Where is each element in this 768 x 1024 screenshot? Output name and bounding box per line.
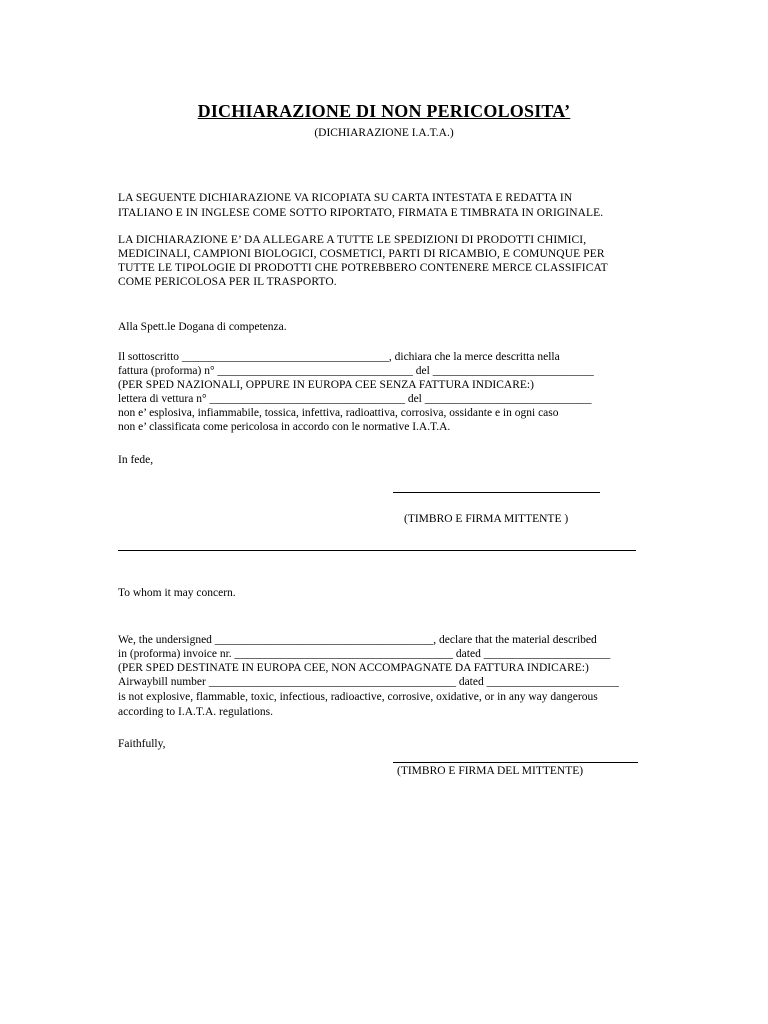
italian-signature-label: (TIMBRO E FIRMA MITTENTE ) [404, 513, 569, 525]
english-line-4: Airwaybill number ___________________________________________ dated _______________________ [118, 676, 619, 688]
intro-p1-line-1: LA SEGUENTE DICHIARAZIONE VA RICOPIATA SU CARTA INTESTATA E REDATTA IN [118, 192, 573, 204]
english-closing: Faithfully, [118, 738, 166, 750]
intro-p2-line-3: TUTTE LE TIPOLOGIE DI PRODOTTI CHE POTREBBERO CONTENERE MERCE CLASSIFICAT [118, 262, 608, 274]
intro-p1-line-2: ITALIANO E IN INGLESE COME SOTTO RIPORTATO, FIRMATA E TIMBRATA IN ORIGINALE. [118, 207, 604, 219]
italian-line-1: Il sottoscritto ____________________________________, dichiara che la merce descritta nella [118, 351, 560, 363]
intro-p2-line-2: MEDICINALI, CAMPIONI BIOLOGICI, COSMETICI, PARTI DI RICAMBIO, E COMUNQUE PER [118, 248, 605, 260]
english-line-5: is not explosive, flammable, toxic, infectious, radioactive, corrosive, oxidative, or in any way dangerous [118, 691, 598, 703]
page-title: DICHIARAZIONE DI NON PERICOLOSITA’ [197, 101, 571, 121]
english-line-6: according to I.A.T.A. regulations. [118, 706, 273, 718]
section-divider [118, 550, 636, 551]
intro-p2-line-4: COME PERICOLOSA PER IL TRASPORTO. [118, 276, 337, 288]
english-addressee: To whom it may concern. [118, 587, 236, 599]
english-signature-label: (TIMBRO E FIRMA DEL MITTENTE) [397, 765, 584, 777]
italian-addressee: Alla Spett.le Dogana di competenza. [118, 321, 287, 333]
italian-line-4: lettera di vettura n° __________________________________ del _____________________________ [118, 393, 592, 405]
english-line-1: We, the undersigned ______________________________________, declare that the material described [118, 634, 597, 646]
italian-line-2: fattura (proforma) n° __________________________________ del ____________________________ [118, 365, 594, 377]
english-signature-line [393, 762, 638, 763]
page-subtitle: (DICHIARAZIONE I.A.T.A.) [314, 127, 454, 139]
italian-line-5: non e’ esplosiva, infiammabile, tossica, infettiva, radioattiva, corrosiva, ossidante e in ogni caso [118, 407, 559, 419]
italian-line-3: (PER SPED NAZIONALI, OPPURE IN EUROPA CEE SENZA FATTURA INDICARE:) [118, 379, 534, 391]
italian-closing: In fede, [118, 454, 154, 466]
english-line-3: (PER SPED DESTINATE IN EUROPA CEE, NON ACCOMPAGNATE DA FATTURA INDICARE:) [118, 662, 589, 674]
english-line-2: in (proforma) invoice nr. ______________________________________ dated ______________________ [118, 648, 611, 660]
italian-line-6: non e’ classificata come pericolosa in accordo con le normative I.A.T.A. [118, 421, 451, 433]
italian-signature-line [393, 492, 600, 493]
intro-p2-line-1: LA DICHIARAZIONE E’ DA ALLEGARE A TUTTE LE SPEDIZIONI DI PRODOTTI CHIMICI, [118, 234, 587, 246]
